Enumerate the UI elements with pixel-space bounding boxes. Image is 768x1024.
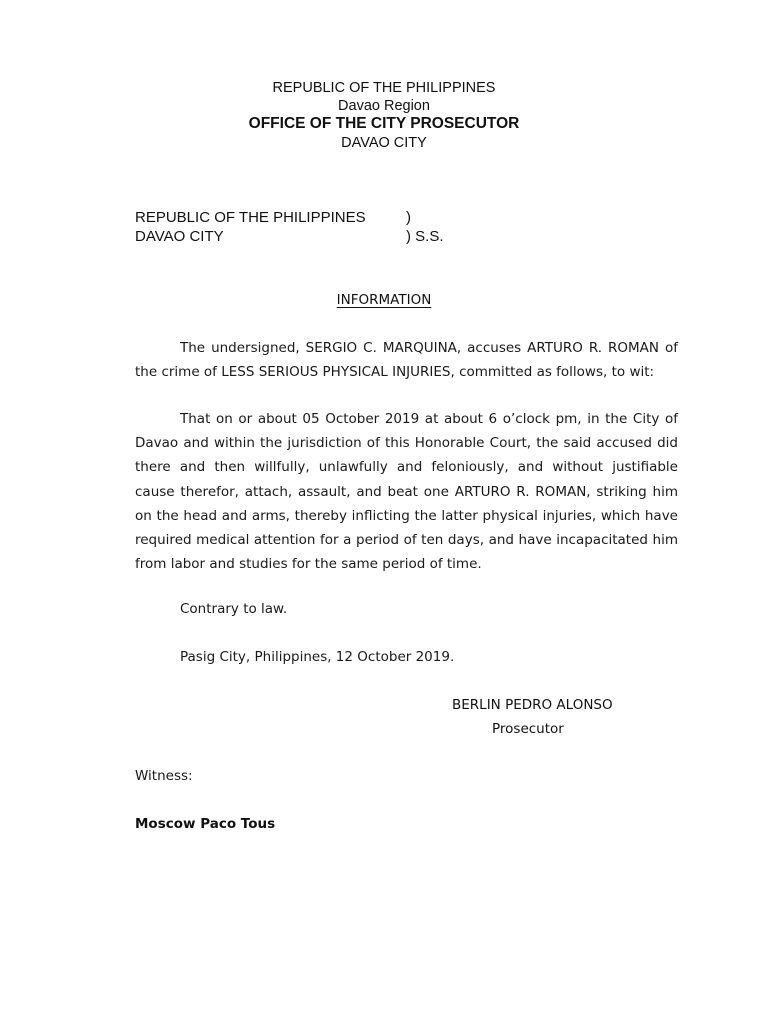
paragraph-accusation <box>135 336 678 384</box>
signatory-title: Prosecutor <box>492 721 564 737</box>
header-country: REPUBLIC OF THE PHILIPPINES <box>272 80 496 96</box>
header-office: OFFICE OF THE CITY PROSECUTOR <box>248 115 520 132</box>
paragraph-facts-text: That on or about 05 October 2019 at about 6 o’clock pm, in the City of Davao and within the jurisdiction of this Honorable Court, the said accused did there and then willfully, unlawfully and feloniously, and without justifiable cause therefor, attach, assault, and beat one ARTURO R. ROMAN, striking him on the head and arms, thereby inflicting the latter physical injuries, which have required medical attention for a period of ten days, and have incapacitated him from labor and studies for the same period of time. <box>135 411 678 573</box>
paragraph-accusation-text: The undersigned, SERGIO C. MARQUINA, accuses ARTURO R. ROMAN of the crime of LESS SERIOUS PHYSICAL INJURIES, committed as follows, to wit: <box>135 340 678 381</box>
header-city: DAVAO CITY <box>341 135 427 151</box>
venue-city: DAVAO CITY <box>135 228 224 245</box>
header-region: Davao Region <box>338 98 430 114</box>
document-title: INFORMATION <box>336 292 432 308</box>
venue-line-1 <box>135 208 411 228</box>
venue-country: REPUBLIC OF THE PHILIPPINES <box>135 209 366 226</box>
venue-line-2 <box>135 227 444 247</box>
venue-paren-1: ) <box>406 209 411 226</box>
contrary-to-law: Contrary to law. <box>180 601 288 617</box>
signatory-name: BERLIN PEDRO ALONSO <box>452 697 613 713</box>
paragraph-facts <box>135 407 678 576</box>
place-date: Pasig City, Philippines, 12 October 2019. <box>180 649 455 665</box>
witness-label: Witness: <box>135 768 193 784</box>
venue-ss: ) S.S. <box>406 228 444 245</box>
witness-name: Moscow Paco Tous <box>135 816 276 832</box>
